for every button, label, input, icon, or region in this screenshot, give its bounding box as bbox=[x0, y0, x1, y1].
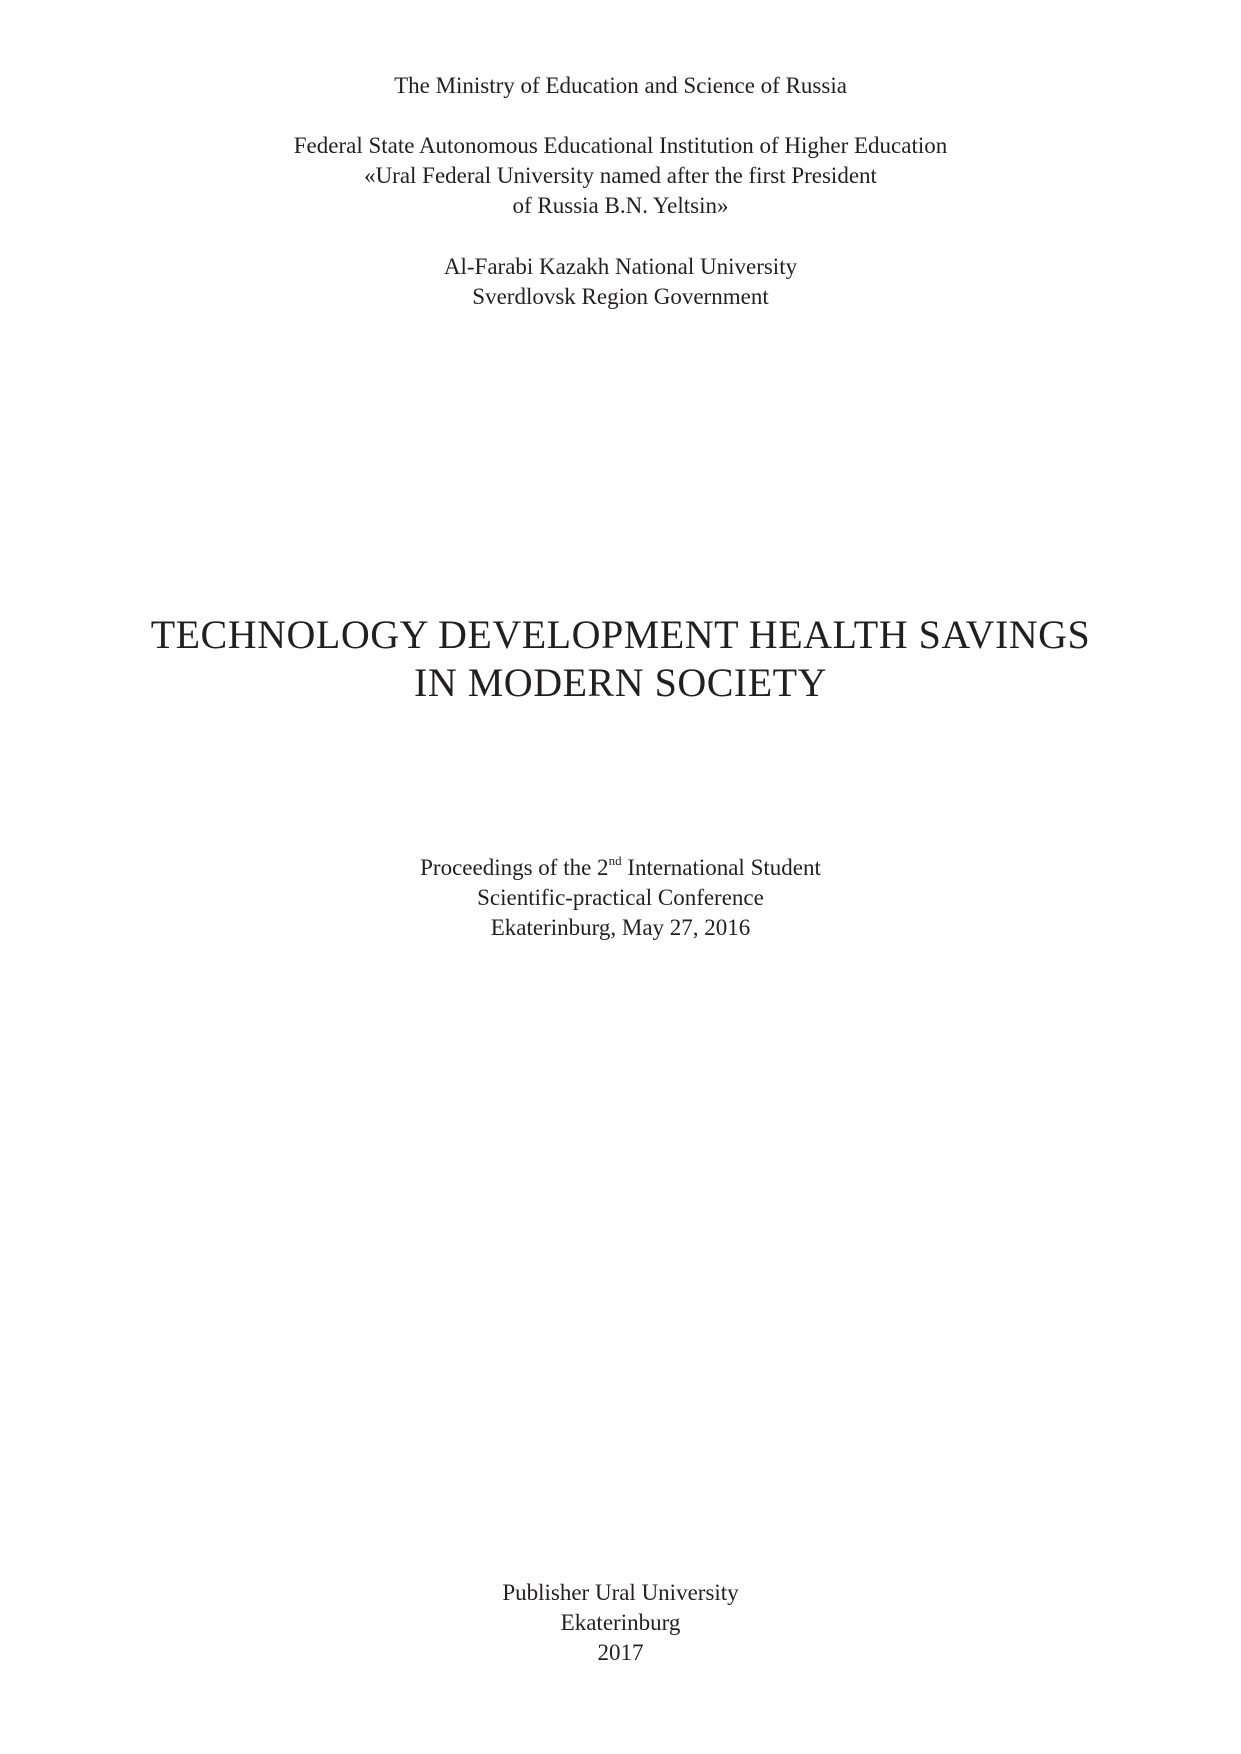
institution-line-2: «Ural Federal University named after the first President bbox=[364, 163, 877, 188]
imprint bbox=[0, 1578, 1241, 1668]
partner-organizations bbox=[0, 252, 1241, 312]
proceedings-line-1 bbox=[0, 853, 1241, 883]
proceedings-info bbox=[0, 853, 1241, 943]
ordinal-suffix: nd bbox=[608, 853, 622, 869]
proceedings-suffix: International Student bbox=[621, 855, 821, 880]
book-title-line-2: IN MODERN SOCIETY bbox=[414, 660, 827, 705]
publisher-city: Ekaterinburg bbox=[560, 1610, 681, 1635]
institution-line-1: Federal State Autonomous Educational Institution of Higher Education bbox=[293, 133, 948, 158]
publication-year: 2017 bbox=[597, 1640, 644, 1665]
ministry-heading bbox=[0, 71, 1241, 101]
partner-university: Al-Farabi Kazakh National University bbox=[443, 254, 798, 279]
book-title bbox=[0, 611, 1241, 707]
proceedings-prefix: Proceedings of the 2 bbox=[420, 855, 609, 880]
institution-block bbox=[0, 131, 1241, 221]
institution-line-3: of Russia B.N. Yeltsin» bbox=[512, 193, 729, 218]
ministry-name: The Ministry of Education and Science of Russia bbox=[394, 73, 847, 98]
book-title-line-1: TECHNOLOGY DEVELOPMENT HEALTH SAVINGS bbox=[150, 612, 1091, 657]
publisher-name: Publisher Ural University bbox=[502, 1580, 739, 1605]
proceedings-line-3: Ekaterinburg, May 27, 2016 bbox=[490, 915, 751, 940]
proceedings-line-2: Scientific-practical Conference bbox=[477, 885, 764, 910]
partner-government: Sverdlovsk Region Government bbox=[472, 284, 769, 309]
